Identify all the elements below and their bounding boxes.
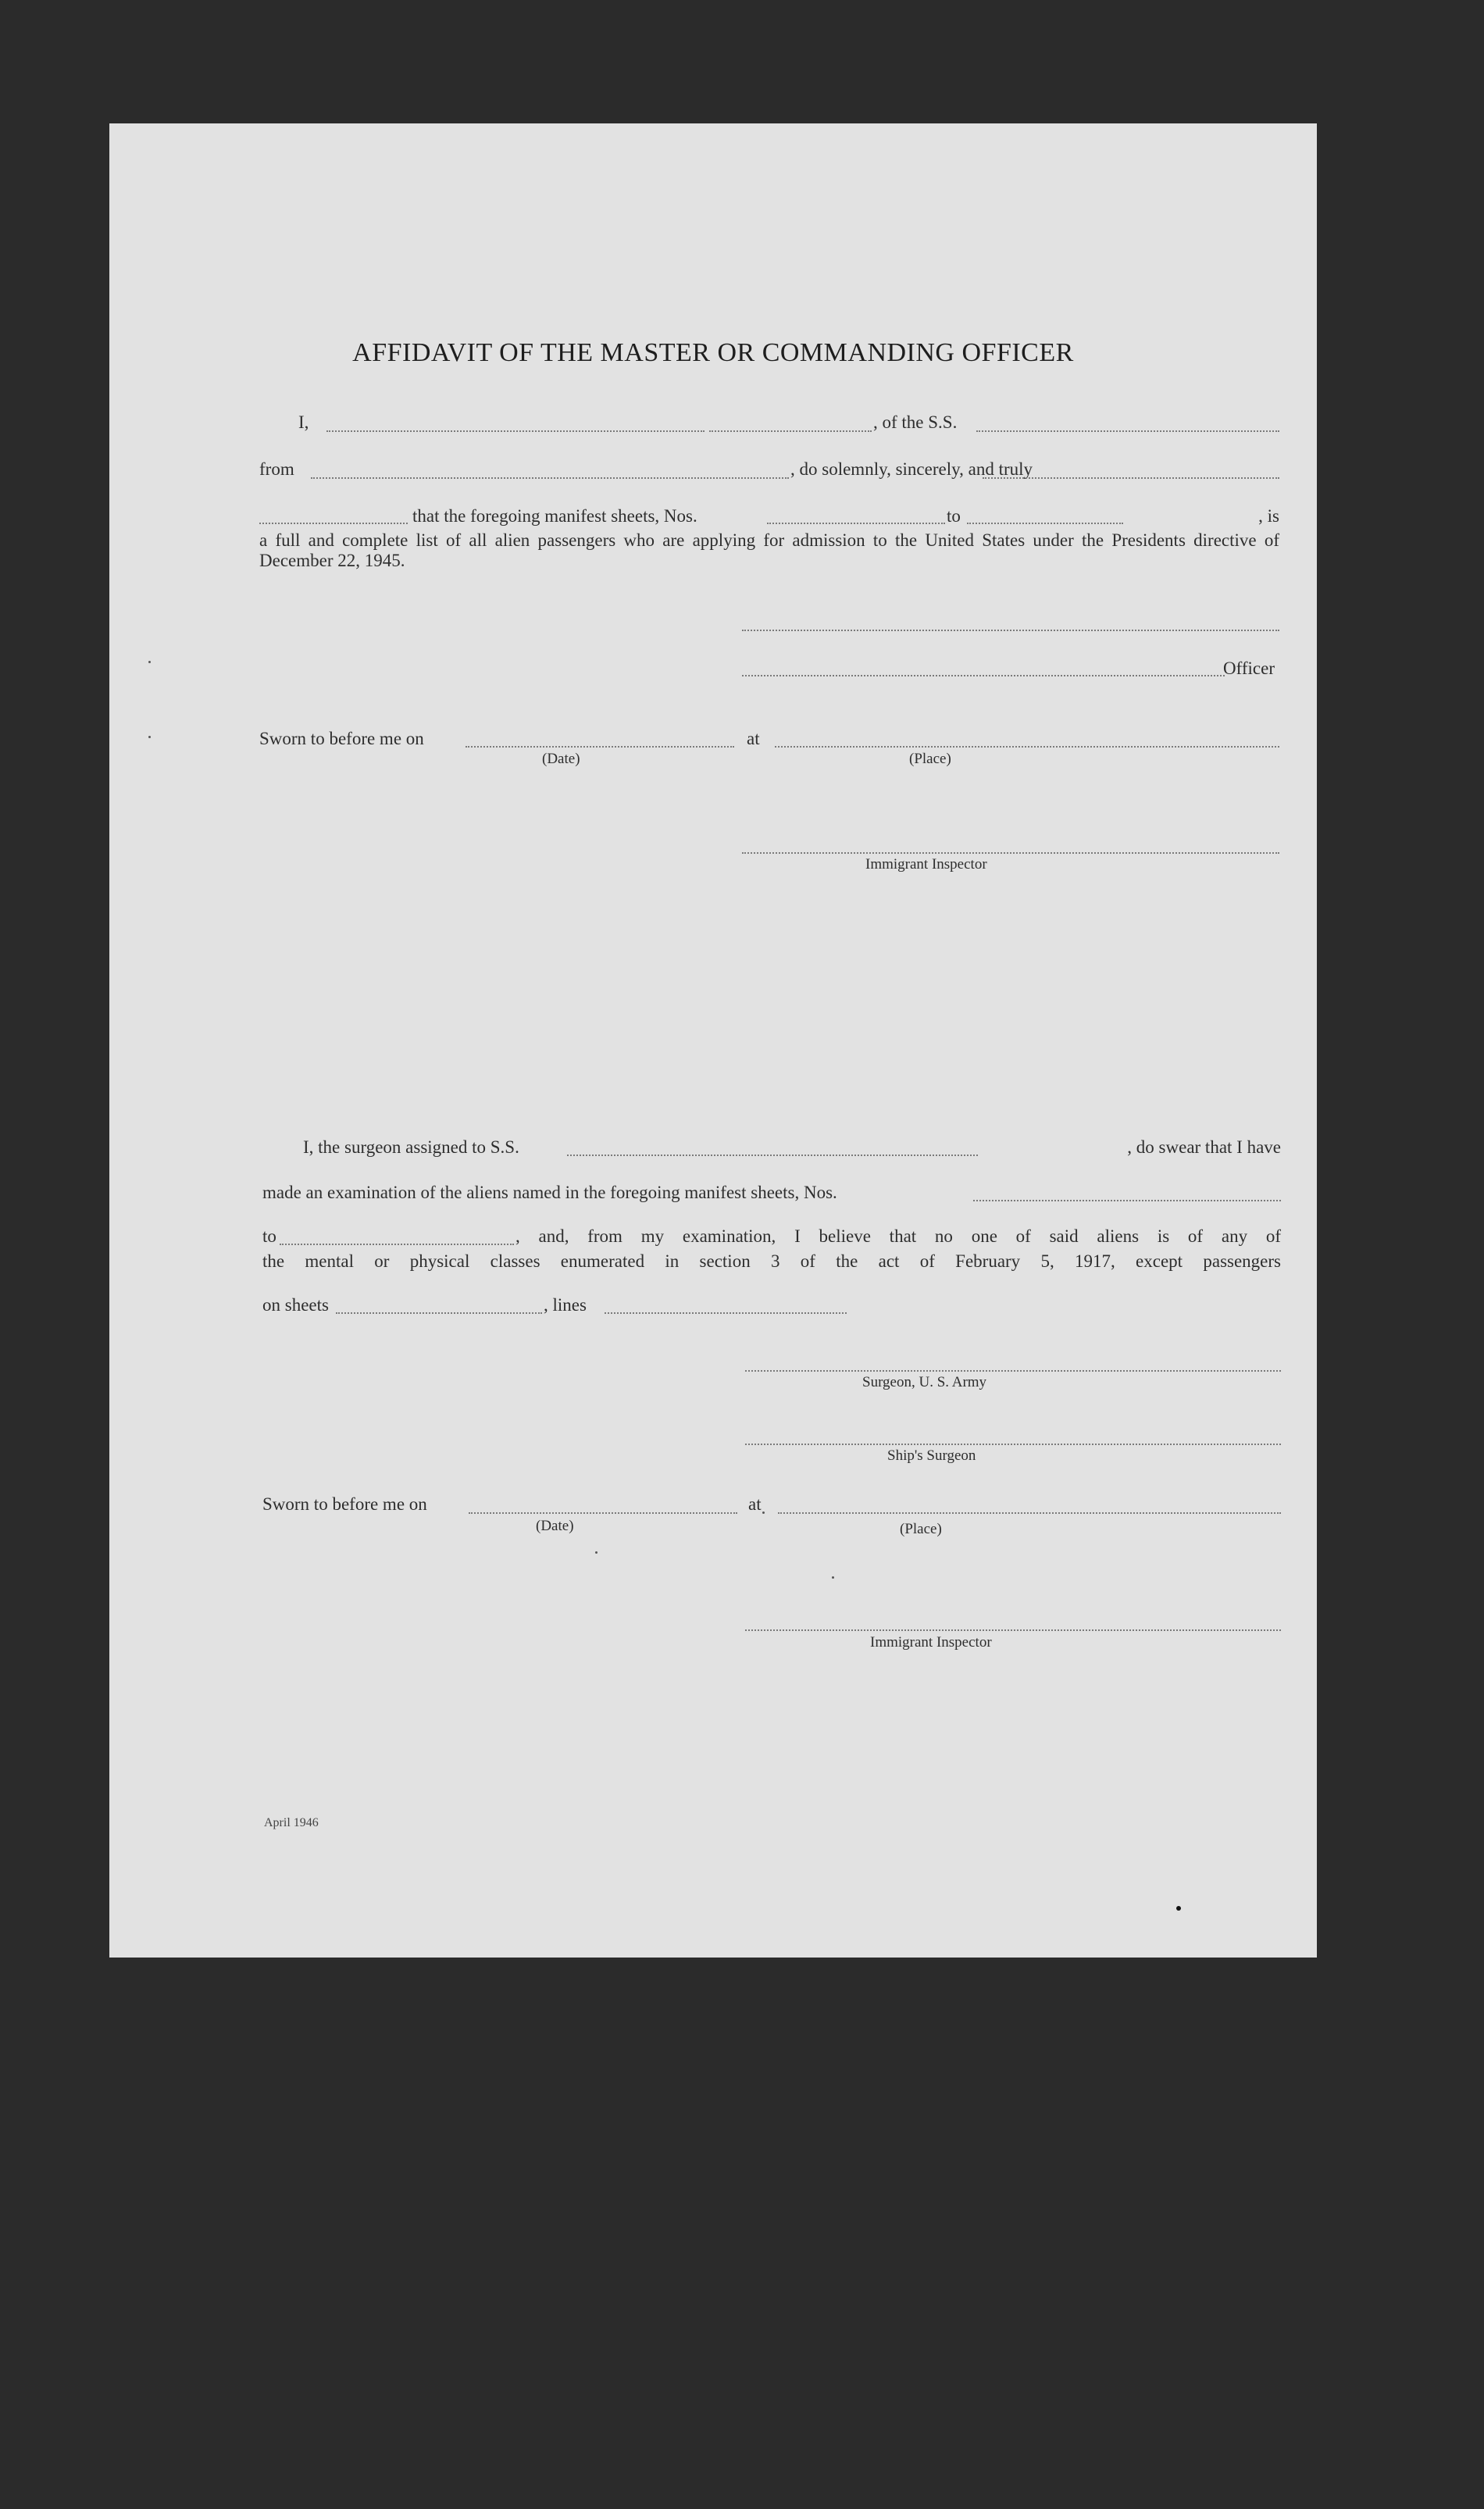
is-label: , is xyxy=(1258,506,1279,526)
surgeon-date-caption: (Date) xyxy=(536,1518,574,1534)
page-speck xyxy=(762,1511,765,1514)
departure-port-field[interactable] xyxy=(311,477,789,479)
surgeon-at-label: at xyxy=(748,1494,762,1514)
place-caption: (Place) xyxy=(909,751,951,767)
exception-lines-field[interactable] xyxy=(605,1312,847,1314)
date-caption: (Date) xyxy=(542,751,580,767)
master-name-field[interactable] xyxy=(326,430,705,432)
surgeon-inspector-caption: Immigrant Inspector xyxy=(870,1634,992,1651)
surgeon-sworn-date-field[interactable] xyxy=(469,1512,737,1514)
page-speck xyxy=(832,1576,834,1579)
to-label: to xyxy=(947,506,961,526)
surgeon-ship-field[interactable] xyxy=(567,1155,978,1156)
affidavit-statement: a full and complete list of all alien passengers who are applying for admission to the United States under the Presidents directive of December 22, 1945. xyxy=(259,530,1279,570)
ship-name-field[interactable] xyxy=(976,430,1279,432)
classes-label: the mental or physical classes enumerated in section 3 of the act of February 5, 1917, except passengers xyxy=(262,1251,1281,1271)
surgeon-place-caption: (Place) xyxy=(900,1521,942,1537)
oath-verb-field[interactable] xyxy=(259,523,408,524)
army-surgeon-caption: Surgeon, U. S. Army xyxy=(862,1374,987,1390)
oath-word-field[interactable] xyxy=(983,477,1279,479)
sheets-from-field[interactable] xyxy=(767,523,945,524)
signature-line[interactable] xyxy=(742,630,1279,631)
ship-surgeon-caption: Ship's Surgeon xyxy=(887,1447,976,1464)
page-speck xyxy=(1176,1906,1181,1911)
page-speck xyxy=(148,736,151,738)
sworn-date-field[interactable] xyxy=(466,746,734,748)
surgeon-to-label: to xyxy=(262,1226,276,1246)
sworn-label: Sworn to before me on xyxy=(259,729,424,748)
lines-label: , lines xyxy=(544,1295,587,1315)
surgeon-inspector-signature-line[interactable] xyxy=(745,1629,1281,1631)
examination-label: made an examination of the aliens named in the foregoing manifest sheets, Nos. xyxy=(262,1183,837,1202)
officer-signature-line[interactable] xyxy=(742,675,1225,676)
officer-label: Officer xyxy=(1223,658,1275,678)
surgeon-sworn-label: Sworn to before me on xyxy=(262,1494,427,1514)
do-swear-label: , do swear that I have xyxy=(1127,1137,1281,1157)
army-surgeon-signature-line[interactable] xyxy=(745,1370,1281,1372)
surgeon-sworn-place-field[interactable] xyxy=(778,1512,1281,1514)
exception-sheets-field[interactable] xyxy=(336,1312,542,1314)
sworn-place-field[interactable] xyxy=(775,746,1279,748)
on-sheets-label: on sheets xyxy=(262,1295,329,1315)
form-title: AFFIDAVIT OF THE MASTER OR COMMANDING OFFICER xyxy=(352,338,1074,367)
belief-label: , and, from my examination, I believe that no one of said aliens is of any of xyxy=(515,1226,1281,1246)
at-label: at xyxy=(747,729,760,748)
i-label: I, xyxy=(298,412,309,432)
page-speck xyxy=(148,661,151,663)
from-label: from xyxy=(259,459,294,479)
master-rank-field[interactable] xyxy=(709,430,872,432)
of-the-ss-label: , of the S.S. xyxy=(873,412,958,432)
surgeon-sheets-from-field[interactable] xyxy=(973,1200,1281,1201)
affidavit-page xyxy=(109,123,1317,1958)
inspector-signature-line[interactable] xyxy=(742,852,1279,854)
manifest-sheets-label: that the foregoing manifest sheets, Nos. xyxy=(412,506,697,526)
surgeon-intro: I, the surgeon assigned to S.S. xyxy=(303,1137,519,1157)
inspector-caption: Immigrant Inspector xyxy=(865,856,987,873)
surgeon-sheets-to-field[interactable] xyxy=(280,1244,514,1245)
form-date: April 1946 xyxy=(264,1816,319,1829)
sheets-to-field[interactable] xyxy=(967,523,1123,524)
ship-surgeon-signature-line[interactable] xyxy=(745,1444,1281,1445)
solemnly-label: , do solemnly, sincerely, and truly xyxy=(790,459,1033,479)
page-speck xyxy=(595,1551,598,1554)
